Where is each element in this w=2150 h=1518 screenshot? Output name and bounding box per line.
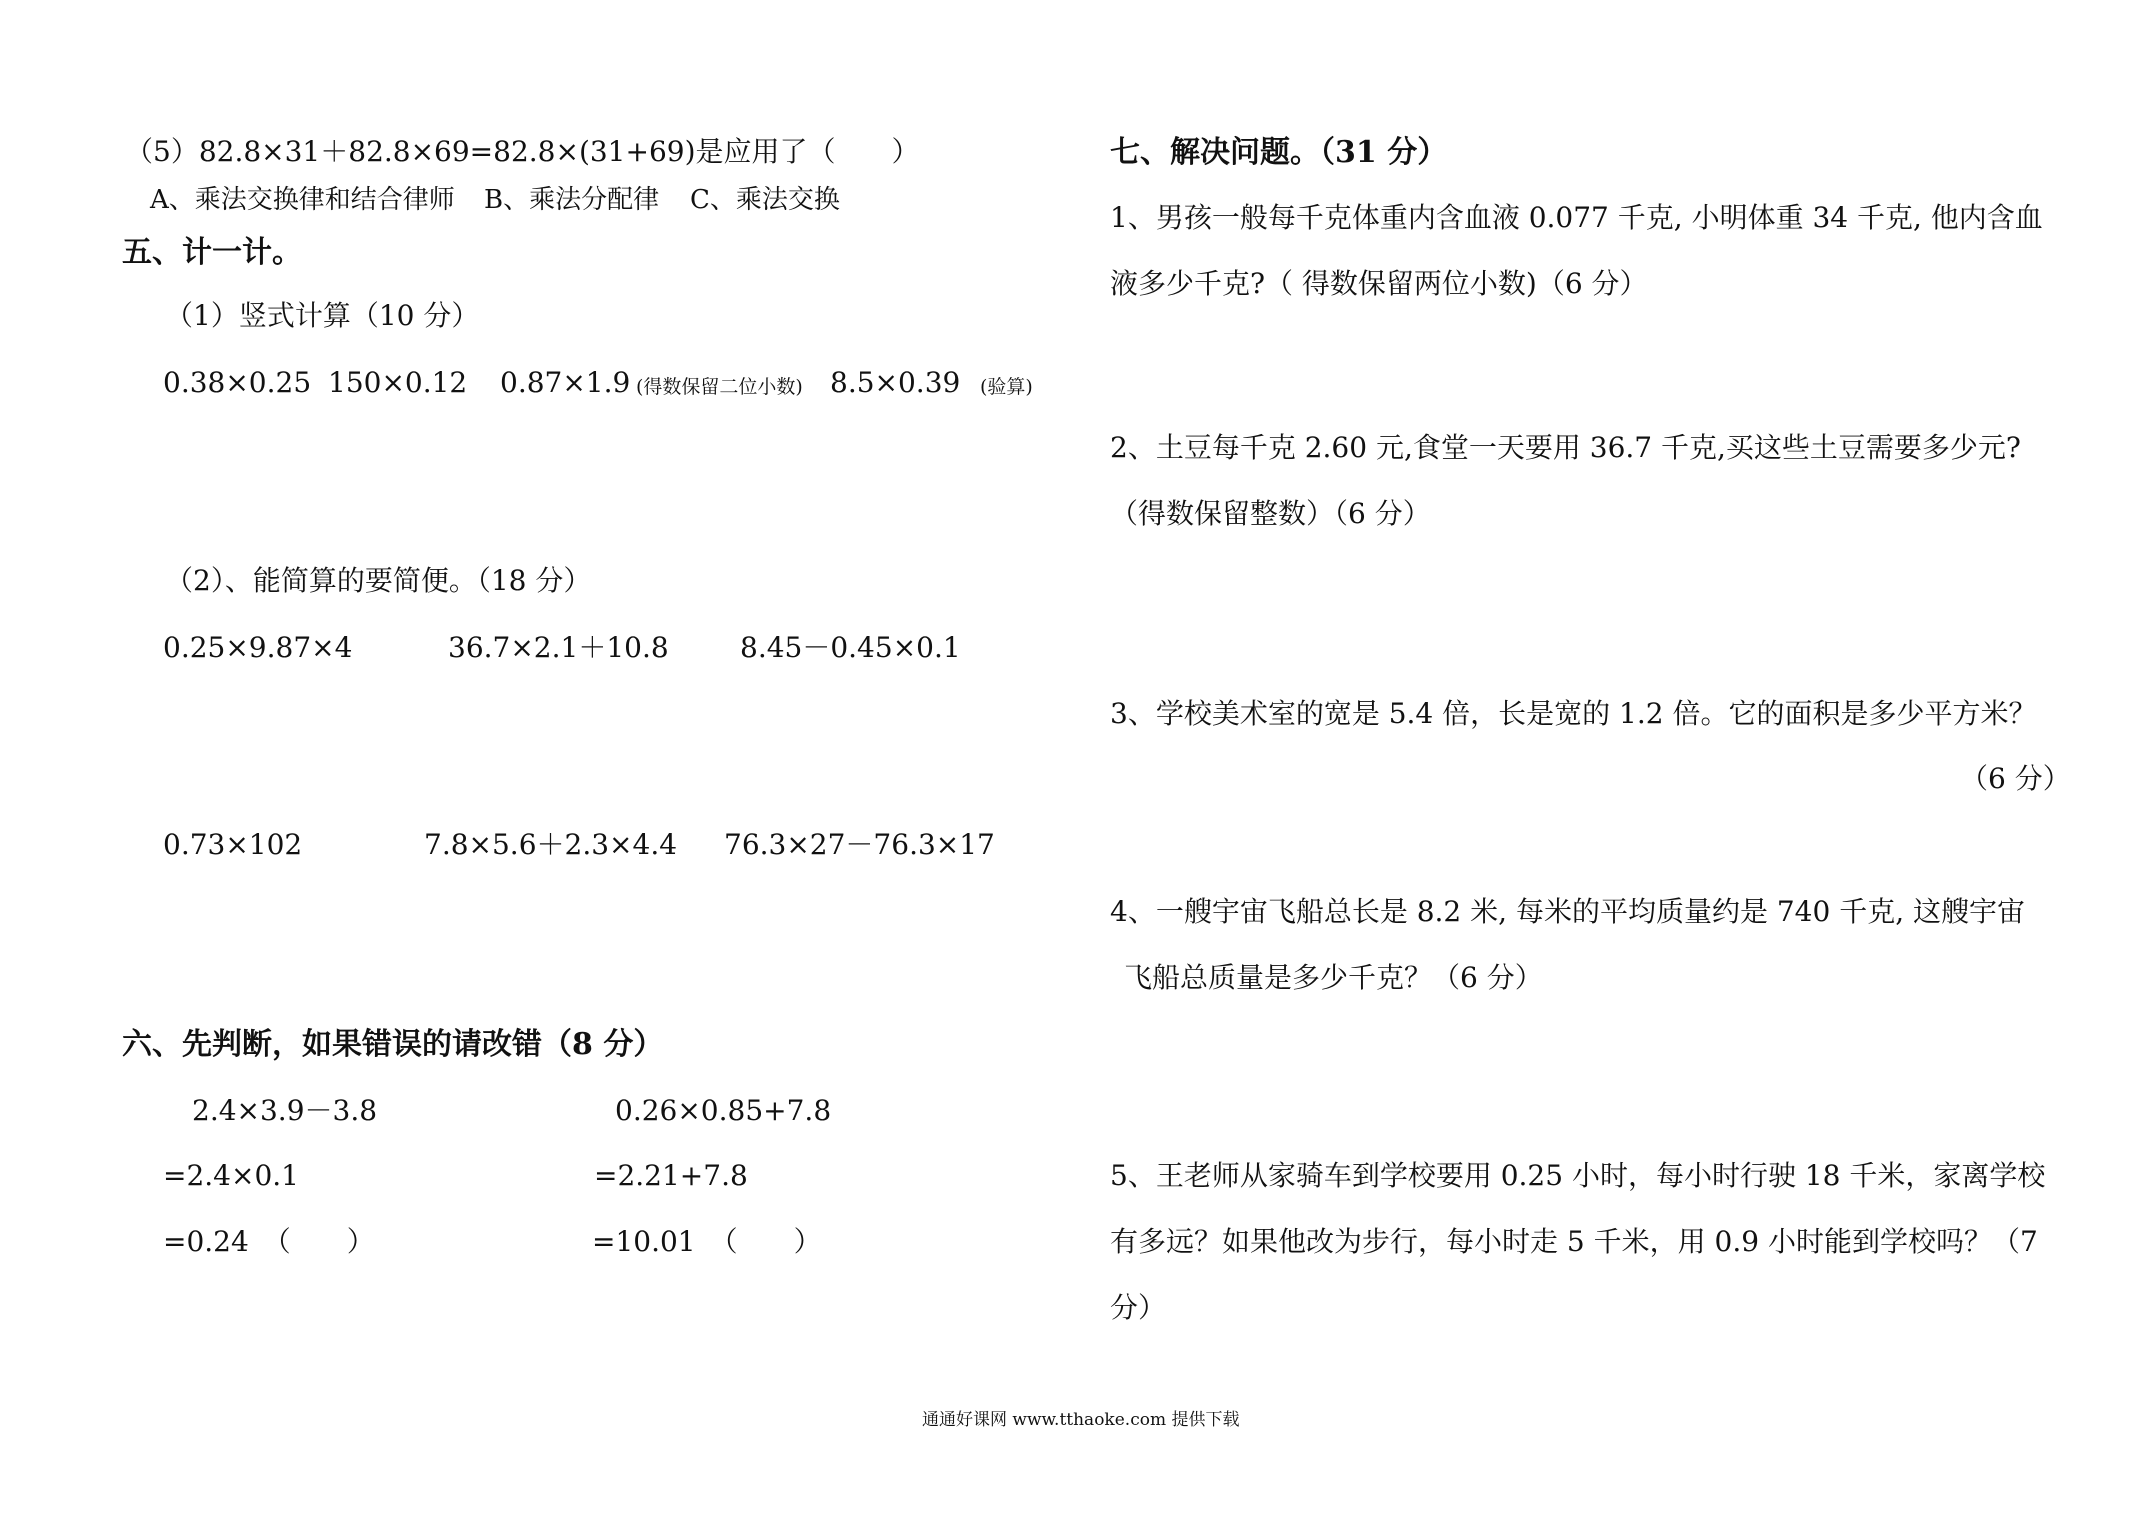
vertical-calc-item: 150×0.12 <box>328 366 468 399</box>
check-note: (验算) <box>980 376 1033 398</box>
q5-option-b: B、乘法分配律 <box>484 185 660 215</box>
q5-stem: （5）82.8×31＋82.8×69=82.8×(31+69)是应用了（ ） <box>125 135 920 168</box>
problem-line: （得数保留整数）（6 分） <box>1110 497 1431 530</box>
simplify-item: 0.25×9.87×4 <box>163 631 353 664</box>
simplify-item: 76.3×27－76.3×17 <box>724 828 995 861</box>
problem-line: 5、王老师从家骑车到学校要用 0.25 小时，每小时行驶 18 千米，家离学校 <box>1110 1159 2046 1192</box>
problem-line: 3、学校美术室的宽是 5.4 倍，长是宽的 1.2 倍。它的面积是多少平方米？ <box>1110 697 2037 730</box>
q5-option-c: C、乘法交换 <box>690 185 840 215</box>
problem-line: 分） <box>1110 1291 1167 1324</box>
section5-part2-title: （2）、能简算的要简便。（18 分） <box>165 564 592 597</box>
judge-line: 2.4×3.9－3.8 <box>192 1094 378 1127</box>
problem-line: 4、一艘宇宙飞船总长是 8.2 米, 每米的平均质量约是 740 千克, 这艘宇宙 <box>1110 895 2025 928</box>
q5-option-a: A、乘法交换律和结合律师 <box>150 185 455 215</box>
judge-line: =0.24 （ ） <box>163 1225 375 1258</box>
vertical-calc-item: 8.5×0.39 <box>830 366 961 399</box>
judge-line: =10.01 （ ） <box>592 1225 822 1258</box>
round-note: (得数保留二位小数) <box>636 376 803 398</box>
judge-line: 0.26×0.85+7.8 <box>615 1094 832 1127</box>
vertical-calc-item: 0.87×1.9 <box>500 366 631 399</box>
problem-line: 2、土豆每千克 2.60 元,食堂一天要用 36.7 千克,买这些土豆需要多少元? <box>1110 431 2021 464</box>
judge-line: =2.4×0.1 <box>163 1159 299 1192</box>
simplify-item: 0.73×102 <box>163 828 303 861</box>
section6-title: 六、先判断，如果错误的请改错（8 分） <box>122 1027 664 1062</box>
problem-line: 1、男孩一般每千克体重内含血液 0.077 千克, 小明体重 34 千克, 他内含血 <box>1110 201 2043 234</box>
simplify-item: 36.7×2.1＋10.8 <box>448 631 669 664</box>
section5-part1-title: （1）竖式计算（10 分） <box>165 299 480 332</box>
judge-line: =2.21+7.8 <box>594 1159 748 1192</box>
section5-title: 五、计一计。 <box>122 235 302 270</box>
footer-credit: 通通好课网 www.tthaoke.com 提供下载 <box>922 1410 1240 1430</box>
simplify-item: 8.45－0.45×0.1 <box>740 631 961 664</box>
simplify-item: 7.8×5.6＋2.3×4.4 <box>424 828 678 861</box>
problem-line: 飞船总质量是多少千克？（6 分） <box>1124 961 1543 994</box>
problem-line: （6 分） <box>1960 762 2071 795</box>
vertical-calc-item: 0.38×0.25 <box>163 366 312 399</box>
problem-line: 液多少千克?（ 得数保留两位小数)（6 分） <box>1110 267 1648 300</box>
section7-title: 七、解决问题。（31 分） <box>1110 135 1448 170</box>
problem-line: 有多远？如果他改为步行，每小时走 5 千米，用 0.9 小时能到学校吗？（7 <box>1110 1225 2038 1258</box>
